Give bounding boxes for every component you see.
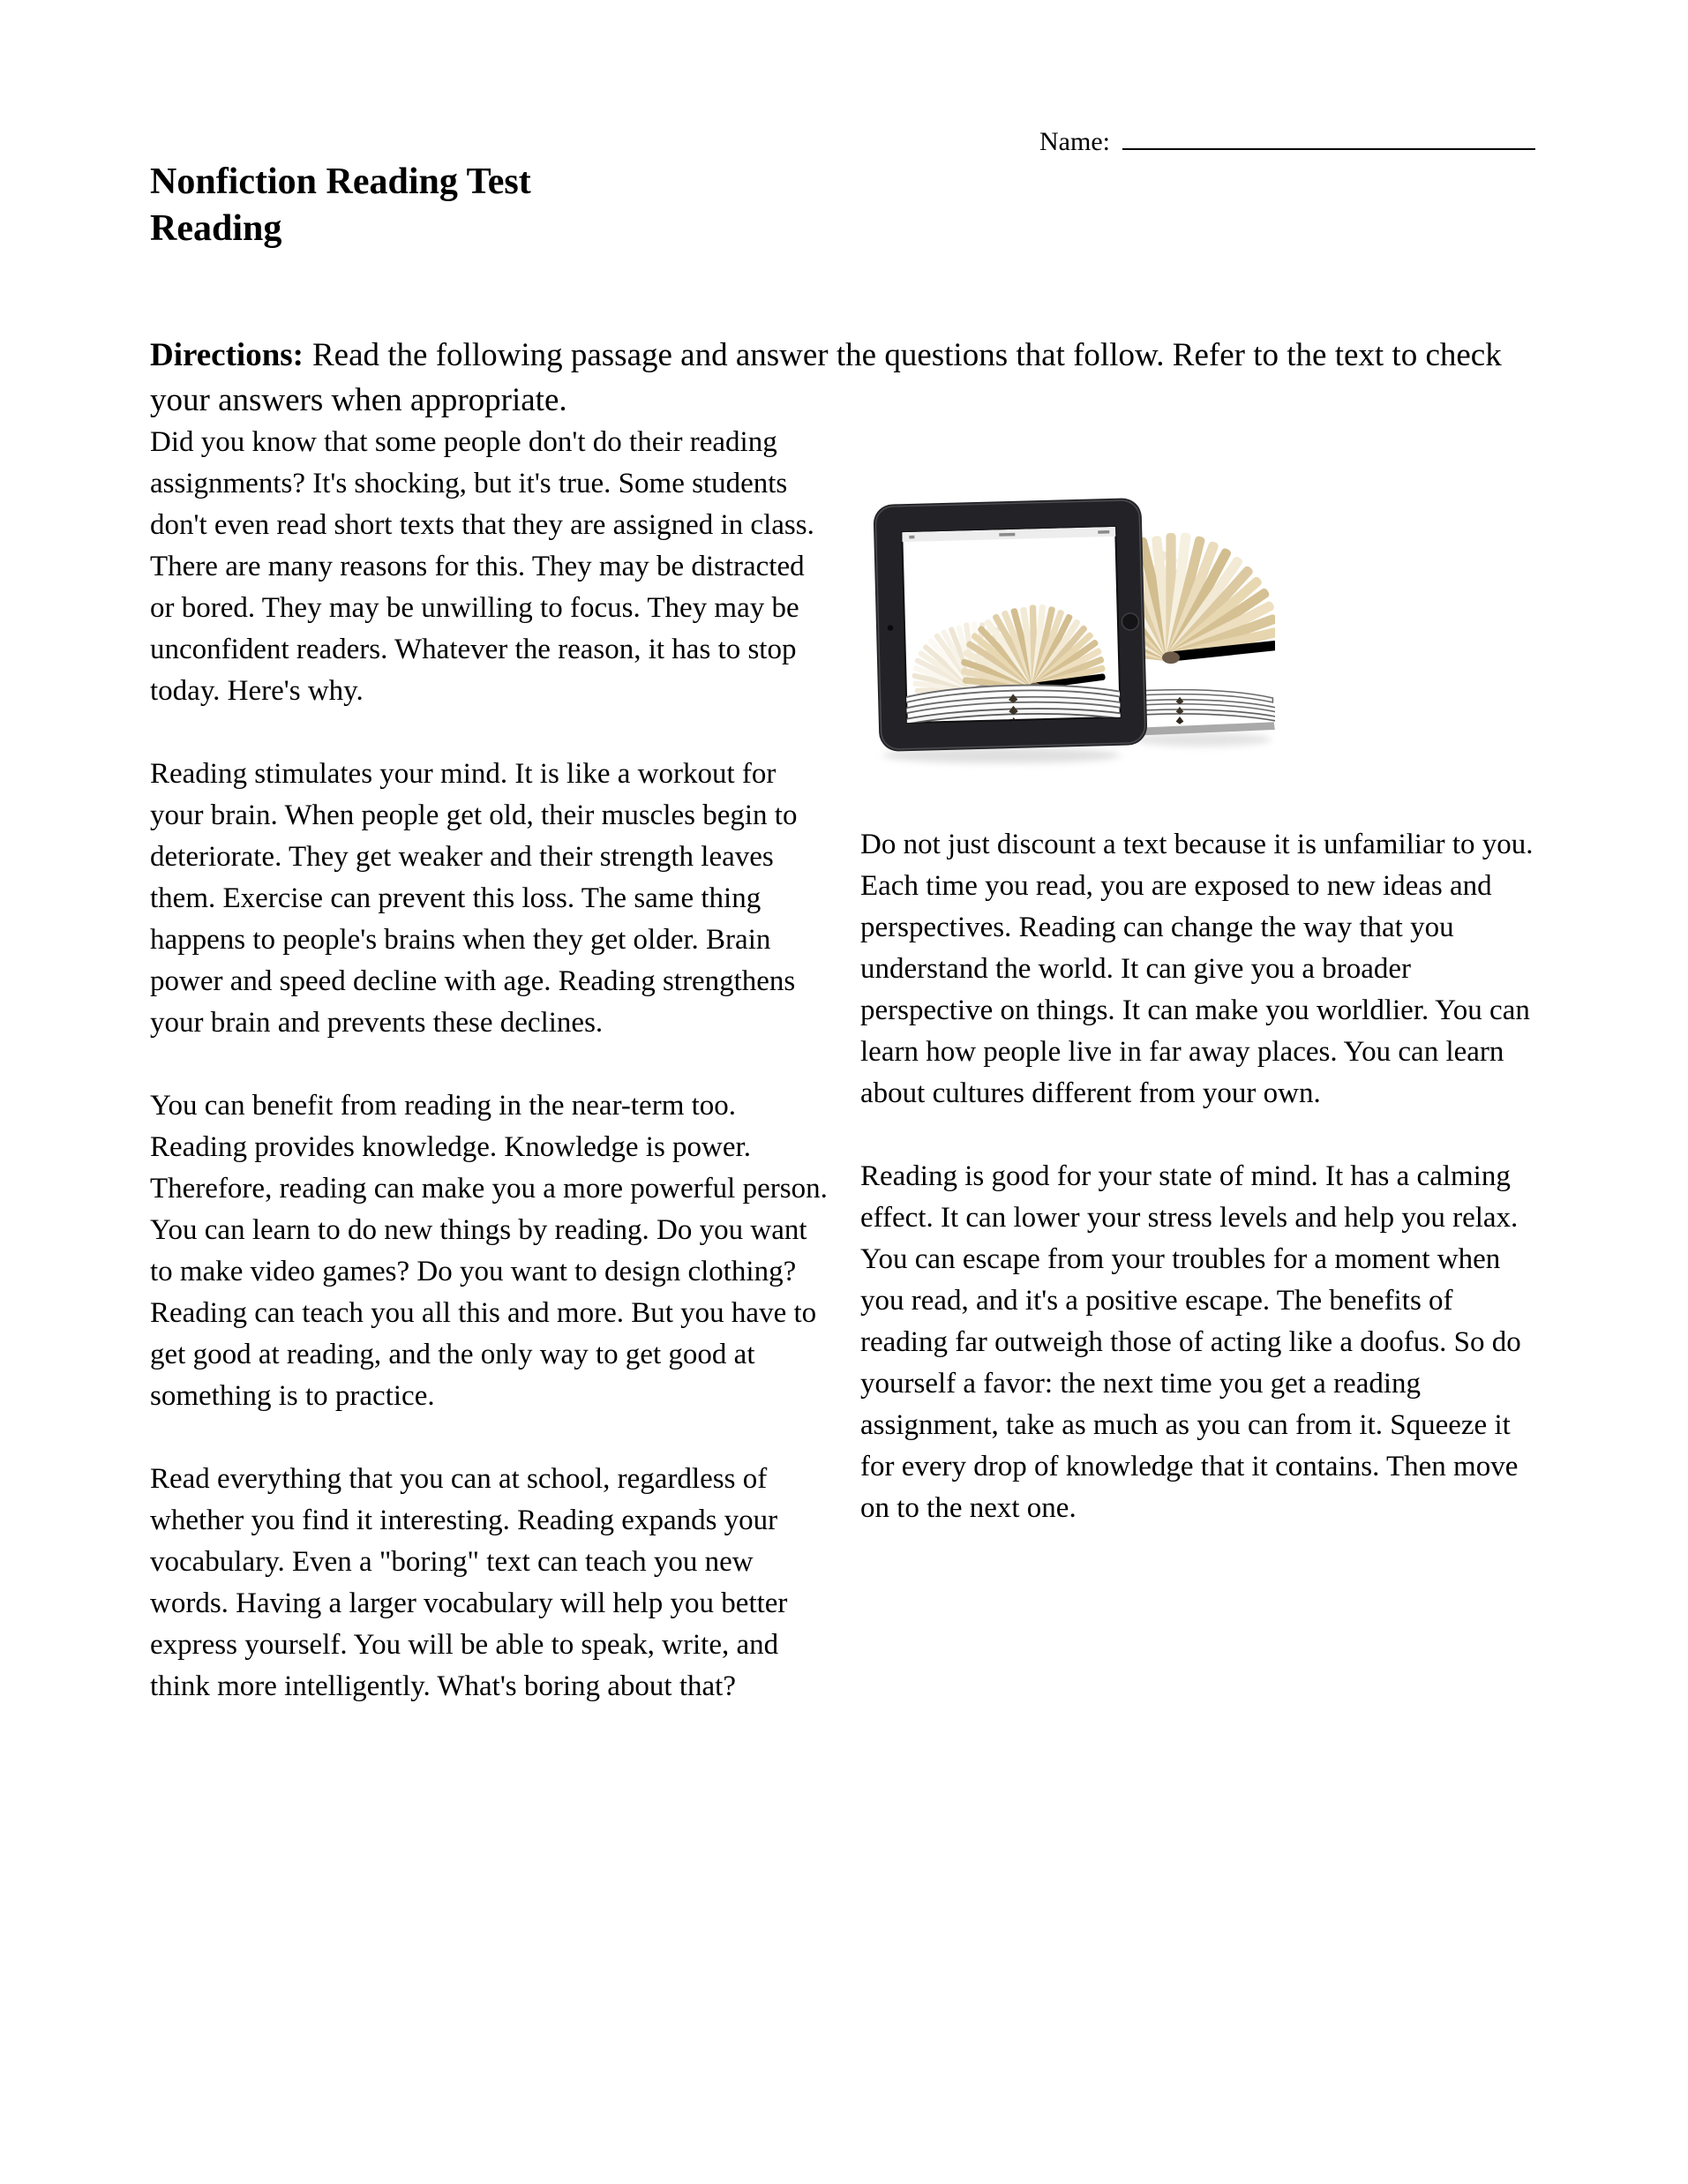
paragraph: You can benefit from reading in the near-term too. Reading provides knowledge. Knowledge is power. Therefore, reading can make you a more powerful person. You can learn to do new things by reading. Do you want to make video games? Do you want to design clothing? Reading can teach you all this and more. But you have to get good at reading, and the only way to get good at something is to practice. [150,1090,828,1412]
passage-column-right [860,422,1540,1749]
paragraph: Reading stimulates your mind. It is like a workout for your brain. When people get old, their muscles begin to deteriorate. They get weaker and their strength leaves them. Exercise can prevent this loss. The same thing happens to people's brains when they get older. Brain power and speed decline with age. Reading strengthens your brain and prevents these declines. [150,758,798,1039]
directions [150,333,1549,423]
directions-label: Directions: [150,337,304,373]
passage-column-left [150,422,829,1749]
home-button-icon [1122,613,1138,630]
paragraph: Did you know that some people don't do their reading assignments? It's shocking, but it's true. Some students don't even read short texts that they are assigned in class. There are many reasons for this. They may be distracted or bored. They may be unwilling to focus. They may be unconfident readers. Whatever the reason, it has to stop today. Here's why. [150,426,814,707]
title-block [150,159,531,252]
name-label: Name: [1039,127,1110,156]
paragraph: Reading is good for your state of mind. It has a calming effect. It can lower your stress levels and help you relax. You can escape from your troubles for a moment when you read, and it's a positive escape. The benefits of reading far outweigh those of acting like a doofus. So do yourself a favor: the next time you get a reading assignment, take as much as you can from it. Squeeze it for every drop of knowledge that it contains. Then move on to the next one. [860,1160,1521,1524]
name-blank-field[interactable] [1122,120,1535,150]
page-title: Nonfiction Reading Test [150,161,531,202]
name-row [1039,120,1535,157]
page-subtitle: Reading [150,208,282,249]
directions-text: Read the following passage and answer the questions that follow. Refer to the text to check your answers when appropriate. [150,337,1502,418]
tablet-books-illustration [860,475,1275,775]
tablet [873,498,1147,752]
passage-columns [150,422,1540,1749]
paragraph: Read everything that you can at school, regardless of whether you find it interesting. Reading expands your vocabulary. Even a "boring" text can teach you new words. Having a larger vocabulary will help you better express yourself. You will be able to speak, write, and think more intelligently. What's boring about that? [150,1463,788,1702]
paragraph: Do not just discount a text because it is unfamiliar to you. Each time you read, you are exposed to new ideas and perspectives. Reading can change the way that you understand the world. It can give you a broader perspective on things. It can make you worldlier. You can learn how people live in far away places. You can learn about cultures different from your own. [860,829,1534,1109]
